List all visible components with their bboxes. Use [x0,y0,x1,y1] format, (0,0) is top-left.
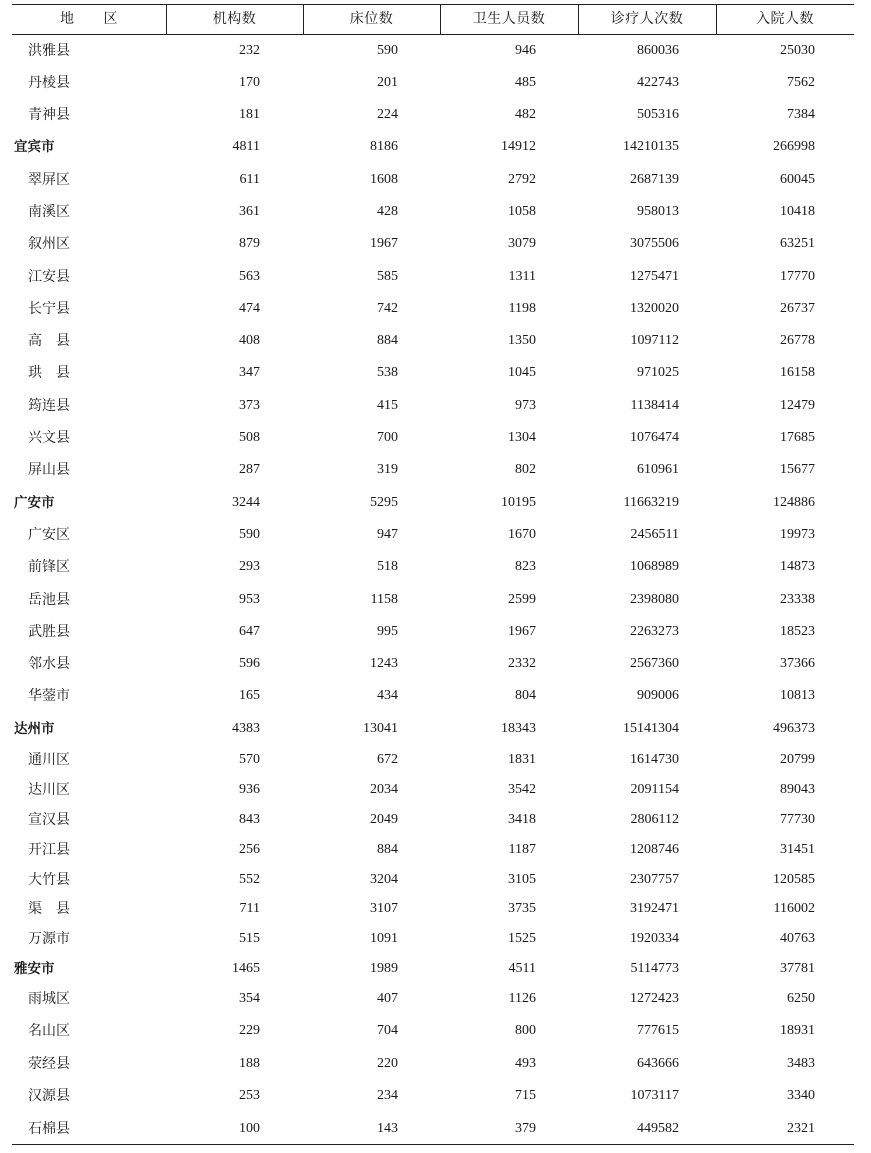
table-row [12,1086,854,1106]
cell-admissions: 6250 [787,991,815,1006]
cell-beds: 434 [377,688,398,703]
cell-region-name: 翠屏区 [28,172,70,188]
cell-region-name: 高 县 [28,333,70,349]
cell-health-staff: 1967 [508,624,536,639]
cell-admissions: 63251 [780,236,815,251]
cell-admissions: 3483 [787,1056,815,1071]
cell-institutions: 596 [239,656,260,671]
cell-visits: 449582 [637,1121,679,1136]
header-region: 地 区 [60,11,118,27]
cell-beds: 224 [377,107,398,122]
cell-health-staff: 485 [515,75,536,90]
cell-institutions: 711 [239,901,260,916]
cell-visits: 1320020 [630,301,679,316]
cell-admissions: 16158 [780,365,815,380]
cell-region-name: 荥经县 [28,1056,70,1072]
table-row [12,870,854,890]
cell-admissions: 10418 [780,204,815,219]
cell-region-name: 丹棱县 [28,75,70,91]
cell-admissions: 37781 [780,961,815,976]
header-bottom-rule [12,34,854,35]
cell-health-staff: 3418 [508,812,536,827]
cell-institutions: 361 [239,204,260,219]
cell-beds: 742 [377,301,398,316]
cell-region-name: 宜宾市 [14,139,55,155]
cell-region-name: 前锋区 [28,559,70,575]
header-institutions: 机构数 [212,11,257,27]
cell-visits: 610961 [637,462,679,477]
cell-visits: 2687139 [630,172,679,187]
cell-visits: 1275471 [630,269,679,284]
table-row [12,73,854,93]
cell-health-staff: 1670 [508,527,536,542]
table-row [12,363,854,383]
cell-visits: 1272423 [630,991,679,1006]
cell-health-staff: 2332 [508,656,536,671]
table-row [12,840,854,860]
cell-beds: 2034 [370,782,398,797]
cell-health-staff: 3735 [508,901,536,916]
cell-admissions: 31451 [780,842,815,857]
cell-institutions: 373 [239,398,260,413]
cell-health-staff: 3542 [508,782,536,797]
cell-health-staff: 482 [515,107,536,122]
cell-region-name: 华蓥市 [28,688,70,704]
cell-region-name: 洪雅县 [28,43,70,59]
table-row [12,267,854,287]
cell-health-staff: 493 [515,1056,536,1071]
table-row [12,654,854,674]
cell-beds: 1158 [370,592,398,607]
cell-institutions: 843 [239,812,260,827]
cell-institutions: 647 [239,624,260,639]
cell-visits: 2567360 [630,656,679,671]
cell-institutions: 590 [239,527,260,542]
cell-admissions: 10813 [780,688,815,703]
cell-beds: 415 [377,398,398,413]
table-row-city [12,719,854,739]
cell-region-name: 广安市 [14,495,55,511]
cell-admissions: 18931 [780,1023,815,1038]
table-row-city [12,959,854,979]
cell-health-staff: 1126 [508,991,536,1006]
cell-health-staff: 1187 [508,842,536,857]
cell-beds: 1608 [370,172,398,187]
cell-health-staff: 1045 [508,365,536,380]
cell-beds: 590 [377,43,398,58]
table-row [12,622,854,642]
cell-region-name: 江安县 [28,269,70,285]
cell-health-staff: 1304 [508,430,536,445]
table-row [12,590,854,610]
cell-institutions: 287 [239,462,260,477]
cell-beds: 947 [377,527,398,542]
header-beds: 床位数 [349,11,394,27]
cell-visits: 777615 [637,1023,679,1038]
cell-visits: 11663219 [623,495,679,510]
cell-health-staff: 804 [515,688,536,703]
cell-admissions: 26778 [780,333,815,348]
header-admissions: 入院人数 [756,11,814,27]
cell-institutions: 100 [239,1121,260,1136]
cell-beds: 13041 [363,721,398,736]
table-row [12,899,854,919]
cell-beds: 585 [377,269,398,284]
cell-admissions: 15677 [780,462,815,477]
cell-visits: 2091154 [630,782,679,797]
cell-beds: 518 [377,559,398,574]
cell-admissions: 19973 [780,527,815,542]
cell-health-staff: 2792 [508,172,536,187]
cell-beds: 672 [377,752,398,767]
cell-beds: 995 [377,624,398,639]
cell-beds: 2049 [370,812,398,827]
cell-beds: 201 [377,75,398,90]
cell-beds: 538 [377,365,398,380]
cell-visits: 1614730 [630,752,679,767]
cell-admissions: 14873 [780,559,815,574]
cell-beds: 407 [377,991,398,1006]
cell-health-staff: 1058 [508,204,536,219]
cell-region-name: 岳池县 [28,592,70,608]
cell-institutions: 188 [239,1056,260,1071]
table-row [12,299,854,319]
cell-region-name: 达川区 [28,782,70,798]
cell-beds: 1989 [370,961,398,976]
cell-region-name: 汉源县 [28,1088,70,1104]
cell-admissions: 17770 [780,269,815,284]
cell-region-name: 珙 县 [28,365,70,381]
cell-institutions: 256 [239,842,260,857]
cell-admissions: 23338 [780,592,815,607]
cell-institutions: 181 [239,107,260,122]
table-row [12,105,854,125]
cell-health-staff: 1831 [508,752,536,767]
cell-institutions: 570 [239,752,260,767]
cell-institutions: 293 [239,559,260,574]
cell-health-staff: 4511 [508,961,536,976]
cell-region-name: 开江县 [28,842,70,858]
cell-region-name: 石棉县 [28,1121,70,1137]
cell-institutions: 1465 [232,961,260,976]
cell-visits: 1073117 [630,1088,679,1103]
cell-health-staff: 10195 [501,495,536,510]
cell-visits: 909006 [637,688,679,703]
table-row [12,331,854,351]
cell-admissions: 17685 [780,430,815,445]
table-row [12,1021,854,1041]
cell-beds: 5295 [370,495,398,510]
cell-institutions: 3244 [232,495,260,510]
cell-beds: 3204 [370,872,398,887]
cell-visits: 5114773 [630,961,679,976]
cell-visits: 2263273 [630,624,679,639]
table-row [12,750,854,770]
cell-admissions: 25030 [780,43,815,58]
table-row [12,460,854,480]
cell-visits: 1097112 [630,333,679,348]
cell-visits: 15141304 [623,721,679,736]
cell-institutions: 170 [239,75,260,90]
cell-visits: 971025 [637,365,679,380]
table-row [12,234,854,254]
cell-region-name: 宣汉县 [28,812,70,828]
cell-beds: 704 [377,1023,398,1038]
cell-region-name: 武胜县 [28,624,70,640]
cell-admissions: 120585 [773,872,815,887]
cell-visits: 1076474 [630,430,679,445]
cell-admissions: 18523 [780,624,815,639]
cell-beds: 428 [377,204,398,219]
cell-institutions: 4383 [232,721,260,736]
cell-region-name: 名山区 [28,1023,70,1039]
cell-health-staff: 2599 [508,592,536,607]
cell-institutions: 229 [239,1023,260,1038]
cell-institutions: 165 [239,688,260,703]
cell-health-staff: 1525 [508,931,536,946]
table-row [12,810,854,830]
cell-beds: 143 [377,1121,398,1136]
cell-region-name: 达州市 [14,721,55,737]
cell-admissions: 124886 [773,495,815,510]
cell-admissions: 7562 [787,75,815,90]
cell-institutions: 515 [239,931,260,946]
cell-region-name: 南溪区 [28,204,70,220]
cell-institutions: 253 [239,1088,260,1103]
table-row [12,557,854,577]
cell-visits: 1208746 [630,842,679,857]
cell-region-name: 叙州区 [28,236,70,252]
table-row [12,780,854,800]
table-row [12,989,854,1009]
table-row [12,41,854,61]
cell-institutions: 4811 [232,139,260,154]
cell-beds: 220 [377,1056,398,1071]
cell-admissions: 40763 [780,931,815,946]
cell-health-staff: 3079 [508,236,536,251]
cell-admissions: 20799 [780,752,815,767]
cell-region-name: 长宁县 [28,301,70,317]
cell-visits: 1138414 [630,398,679,413]
cell-beds: 700 [377,430,398,445]
cell-beds: 8186 [370,139,398,154]
cell-visits: 3075506 [630,236,679,251]
cell-institutions: 354 [239,991,260,1006]
cell-visits: 1068989 [630,559,679,574]
cell-admissions: 77730 [780,812,815,827]
cell-region-name: 兴文县 [28,430,70,446]
cell-health-staff: 18343 [501,721,536,736]
cell-region-name: 渠 县 [28,901,70,917]
cell-region-name: 广安区 [28,527,70,543]
cell-visits: 2307757 [630,872,679,887]
cell-health-staff: 14912 [501,139,536,154]
cell-visits: 505316 [637,107,679,122]
cell-health-staff: 1198 [508,301,536,316]
cell-beds: 1967 [370,236,398,251]
cell-health-staff: 379 [515,1121,536,1136]
cell-health-staff: 823 [515,559,536,574]
cell-admissions: 496373 [773,721,815,736]
table-row-city [12,493,854,513]
cell-health-staff: 973 [515,398,536,413]
cell-region-name: 邻水县 [28,656,70,672]
cell-institutions: 879 [239,236,260,251]
cell-beds: 319 [377,462,398,477]
cell-institutions: 232 [239,43,260,58]
cell-health-staff: 1311 [508,269,536,284]
cell-institutions: 563 [239,269,260,284]
cell-region-name: 通川区 [28,752,70,768]
cell-health-staff: 800 [515,1023,536,1038]
cell-institutions: 611 [239,172,260,187]
cell-health-staff: 802 [515,462,536,477]
cell-institutions: 347 [239,365,260,380]
cell-region-name: 青神县 [28,107,70,123]
cell-institutions: 508 [239,430,260,445]
table-row [12,170,854,190]
cell-visits: 14210135 [623,139,679,154]
header-health-staff: 卫生人员数 [472,11,546,27]
cell-admissions: 12479 [780,398,815,413]
cell-admissions: 37366 [780,656,815,671]
cell-beds: 1091 [370,931,398,946]
cell-institutions: 474 [239,301,260,316]
table-row [12,1054,854,1074]
table-row [12,428,854,448]
cell-region-name: 大竹县 [28,872,70,888]
cell-institutions: 552 [239,872,260,887]
cell-visits: 3192471 [630,901,679,916]
cell-visits: 643666 [637,1056,679,1071]
cell-admissions: 26737 [780,301,815,316]
cell-admissions: 89043 [780,782,815,797]
cell-admissions: 60045 [780,172,815,187]
table-row [12,929,854,949]
cell-beds: 884 [377,333,398,348]
cell-region-name: 筠连县 [28,398,70,414]
table-row [12,396,854,416]
cell-visits: 2456511 [630,527,679,542]
cell-beds: 3107 [370,901,398,916]
cell-visits: 1920334 [630,931,679,946]
table-row [12,525,854,545]
cell-institutions: 936 [239,782,260,797]
cell-health-staff: 946 [515,43,536,58]
cell-admissions: 2321 [787,1121,815,1136]
cell-health-staff: 715 [515,1088,536,1103]
cell-visits: 860036 [637,43,679,58]
cell-beds: 1243 [370,656,398,671]
cell-admissions: 3340 [787,1088,815,1103]
cell-region-name: 雨城区 [28,991,70,1007]
cell-admissions: 116002 [773,901,815,916]
cell-institutions: 408 [239,333,260,348]
cell-region-name: 雅安市 [14,961,55,977]
cell-admissions: 7384 [787,107,815,122]
cell-visits: 958013 [637,204,679,219]
cell-institutions: 953 [239,592,260,607]
table-row [12,1119,854,1139]
cell-region-name: 万源市 [28,931,70,947]
cell-visits: 2398080 [630,592,679,607]
cell-region-name: 屏山县 [28,462,70,478]
table-row [12,686,854,706]
table-bottom-rule [12,1144,854,1145]
cell-health-staff: 1350 [508,333,536,348]
header-visits: 诊疗人次数 [610,11,684,27]
cell-admissions: 266998 [773,139,815,154]
cell-visits: 2806112 [630,812,679,827]
cell-health-staff: 3105 [508,872,536,887]
cell-beds: 884 [377,842,398,857]
cell-beds: 234 [377,1088,398,1103]
table-row [12,202,854,222]
cell-visits: 422743 [637,75,679,90]
table-row-city [12,137,854,157]
